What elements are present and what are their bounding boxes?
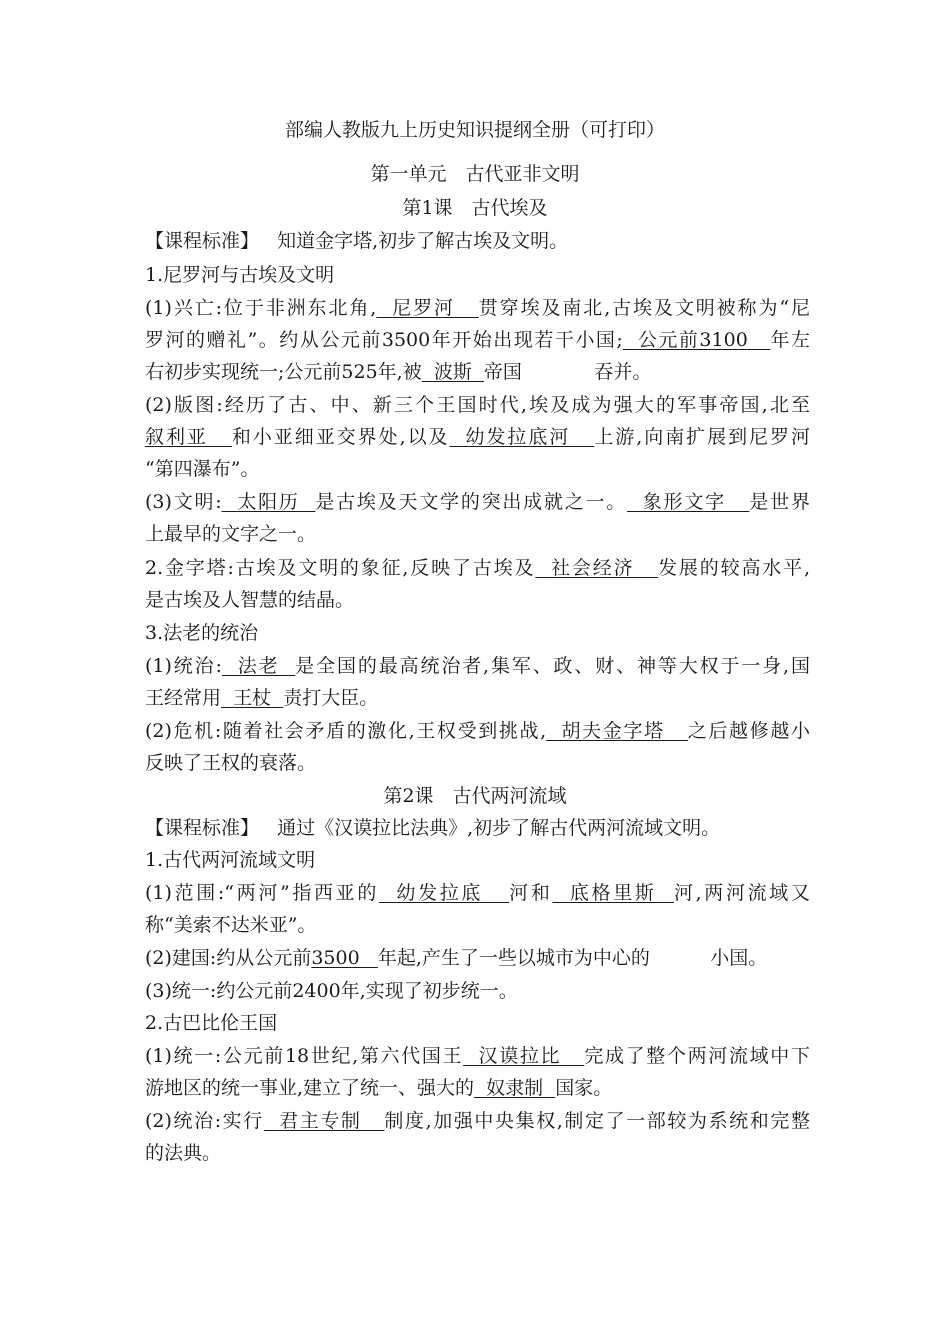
paragraph-line: 反映了王权的衰落。 bbox=[145, 752, 317, 774]
fill-blank: 奴隶制 bbox=[486, 1077, 544, 1099]
standard-tag: 【课程标准】 bbox=[145, 230, 260, 252]
fill-blank: 王杖 bbox=[233, 687, 272, 709]
fill-blank: 法老 bbox=[237, 655, 280, 677]
section-heading: 2.古巴比伦王国 bbox=[145, 1012, 278, 1034]
paragraph-line: “第四瀑布”。 bbox=[145, 458, 260, 480]
paragraph-line: (3)统一:约公元前2400年,实现了初步统一。 bbox=[145, 980, 518, 1002]
lesson1-title: 第1课 古代埃及 bbox=[402, 197, 548, 219]
section-heading: 3.法老的统治 bbox=[145, 622, 259, 644]
lesson2-title: 第2课 古代两河流域 bbox=[383, 785, 567, 807]
section-heading: 1.尼罗河与古埃及文明 bbox=[145, 264, 335, 286]
standard-tag: 【课程标准】 bbox=[145, 817, 260, 839]
paragraph-line: 游地区的统一事业,建立了统一、强大的 奴隶制 国家。 bbox=[145, 1077, 613, 1099]
paragraph-line: (1)统一:公元前18世纪,第六代国王 汉谟拉比 完成了整个两河流域中下 bbox=[145, 1045, 810, 1067]
paragraph-line: (1)兴亡:位于非洲东北角, 尼罗河 贯穿埃及南北,古埃及文明被称为“尼 bbox=[145, 297, 810, 319]
fill-blank: 胡夫金字塔 bbox=[561, 720, 665, 742]
paragraph-line: 2.金字塔:古埃及文明的象征,反映了古埃及 社会经济 发展的较高水平, bbox=[145, 557, 810, 579]
fill-blank: 社会经济 bbox=[551, 557, 635, 579]
lesson2-standard bbox=[145, 816, 810, 840]
fill-blank: 幼发拉底 bbox=[396, 882, 484, 904]
paragraph-line: 的法典。 bbox=[145, 1142, 222, 1164]
fill-blank: 君主专制 bbox=[279, 1110, 362, 1132]
lesson1-standard bbox=[145, 229, 810, 253]
fill-blank: 叙利亚 bbox=[145, 426, 208, 448]
fill-blank: 波斯 bbox=[433, 361, 472, 383]
standard-text: 知道金字塔,初步了解古埃及文明。 bbox=[277, 230, 569, 252]
paragraph-line: (3)文明: 太阳历 是古埃及天文学的突出成就之一。 象形文字 是世界 bbox=[145, 491, 810, 513]
fill-blank: 太阳历 bbox=[237, 491, 300, 513]
fill-blank: 公元前3100 bbox=[637, 329, 748, 351]
fill-blank: 幼发拉底河 bbox=[465, 426, 571, 448]
fill-blank: 3500 bbox=[311, 947, 360, 969]
paragraph-line: (1)范围:“两河”指西亚的 幼发拉底 河和 底格里斯 河,两河流域又 bbox=[145, 882, 810, 904]
paragraph-line: 上最早的文字之一。 bbox=[145, 523, 317, 545]
paragraph-line: 称“美索不达米亚”。 bbox=[145, 914, 317, 936]
document-title: 部编人教版九上历史知识提纲全册（可打印） bbox=[284, 119, 665, 141]
paragraph-line: 罗河的赠礼”。约从公元前3500年开始出现若干小国; 公元前3100 年左 bbox=[145, 329, 810, 351]
fill-blank: 尼罗河 bbox=[392, 297, 455, 319]
fill-blank: 汉谟拉比 bbox=[478, 1045, 562, 1067]
paragraph-line: 右初步实现统一;公元前525年,被 波斯 帝国 吞并。 bbox=[145, 361, 652, 383]
section-heading: 1.古代两河流域文明 bbox=[145, 849, 316, 871]
paragraph-line: (2)危机:随着社会矛盾的激化,王权受到挑战, 胡夫金字塔 之后越修越小 bbox=[145, 720, 810, 742]
paragraph-line: (2)统治:实行 君主专制 制度,加强中央集权,制定了一部较为系统和完整 bbox=[145, 1110, 810, 1132]
paragraph-line: 是古埃及人智慧的结晶。 bbox=[145, 589, 355, 611]
unit-title: 第一单元 古代亚非文明 bbox=[370, 163, 580, 185]
paragraph-line: (2)建国:约从公元前3500 年起,产生了一些以城市为中心的 小国。 bbox=[145, 947, 768, 969]
fill-blank: 底格里斯 bbox=[569, 882, 657, 904]
paragraph-line: (2)版图:经历了古、中、新三个王国时代,埃及成为强大的军事帝国,北至 bbox=[145, 394, 810, 416]
paragraph-line: (1)统治: 法老 是全国的最高统治者,集军、政、财、神等大权于一身,国 bbox=[145, 655, 810, 677]
standard-text: 通过《汉谟拉比法典》,初步了解古代两河流域文明。 bbox=[277, 817, 721, 839]
paragraph-line: 叙利亚 和小亚细亚交界处,以及 幼发拉底河 上游,向南扩展到尼罗河 bbox=[145, 426, 810, 448]
fill-blank: 象形文字 bbox=[642, 491, 726, 513]
paragraph-line: 王经常用 王杖 责打大臣。 bbox=[145, 687, 379, 709]
